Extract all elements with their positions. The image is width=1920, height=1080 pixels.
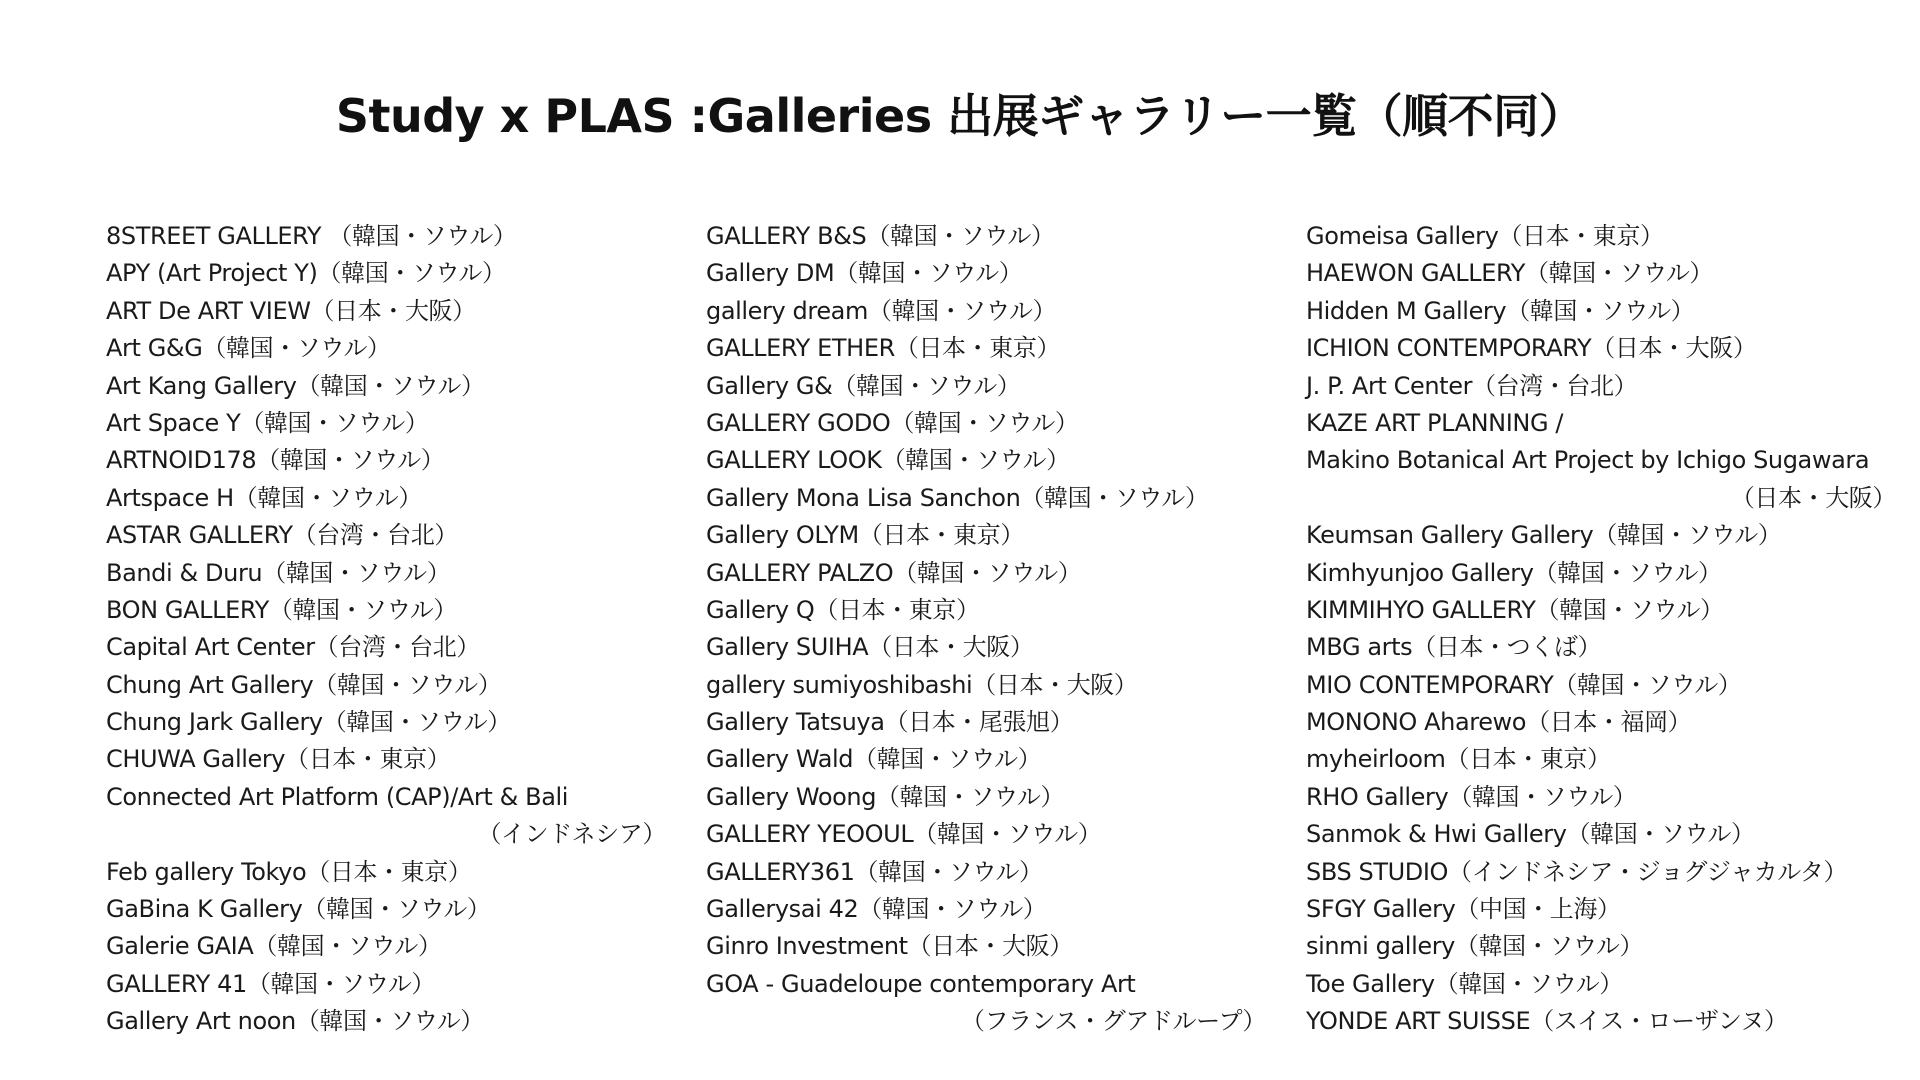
gallery-entry: Sanmok & Hwi Gallery（韓国・ソウル）: [1306, 820, 1755, 849]
gallery-entry: GALLERY 41（韓国・ソウル）: [106, 969, 435, 998]
gallery-entry: Art Space Y（韓国・ソウル）: [106, 408, 429, 437]
gallery-entry: Gallery Art noon（韓国・ソウル）: [106, 1007, 484, 1036]
gallery-column-1: [106, 218, 666, 1041]
gallery-entry: Art Kang Gallery（韓国・ソウル）: [106, 371, 485, 400]
gallery-entry: Gallery SUIHA（日本・大阪）: [706, 633, 1034, 662]
gallery-entry: GALLERY LOOK（韓国・ソウル）: [706, 446, 1070, 475]
gallery-entry: gallery sumiyoshibashi（日本・大阪）: [706, 670, 1138, 699]
gallery-entry: Kimhyunjoo Gallery（韓国・ソウル）: [1306, 558, 1722, 587]
gallery-entry-location: （インドネシア）: [477, 820, 666, 849]
gallery-entry: Gallery DM（韓国・ソウル）: [706, 259, 1023, 288]
gallery-column-3: [1306, 218, 1896, 1041]
gallery-entry: Feb gallery Tokyo（日本・東京）: [106, 857, 472, 886]
gallery-entry: GALLERY ETHER（日本・東京）: [706, 334, 1061, 363]
gallery-entry: Artspace H（韓国・ソウル）: [106, 483, 422, 512]
gallery-entry: MIO CONTEMPORARY（韓国・ソウル）: [1306, 670, 1742, 699]
gallery-entry-location: （日本・大阪）: [1730, 483, 1896, 512]
gallery-entry: Makino Botanical Art Project by Ichigo Sugawara: [1306, 446, 1870, 475]
gallery-entry: Galerie GAIA（韓国・ソウル）: [106, 932, 442, 961]
gallery-entry: Art G&G（韓国・ソウル）: [106, 334, 391, 363]
gallery-entry: Gallery Q（日本・東京）: [706, 595, 980, 624]
gallery-entry: GALLERY361（韓国・ソウル）: [706, 857, 1043, 886]
gallery-entry: GaBina K Gallery（韓国・ソウル）: [106, 895, 491, 924]
gallery-entry: Toe Gallery（韓国・ソウル）: [1306, 969, 1623, 998]
gallery-entry: MONONO Aharewo（日本・福岡）: [1306, 708, 1692, 737]
gallery-entry: GOA - Guadeloupe contemporary Art: [706, 969, 1136, 998]
gallery-entry: Gallery Wald（韓国・ソウル）: [706, 745, 1042, 774]
gallery-entry: Gallery OLYM（日本・東京）: [706, 521, 1024, 550]
gallery-entry: GALLERY GODO（韓国・ソウル）: [706, 408, 1079, 437]
gallery-entry: HAEWON GALLERY（韓国・ソウル）: [1306, 259, 1714, 288]
gallery-entry: ARTNOID178（韓国・ソウル）: [106, 446, 445, 475]
gallery-entry: Bandi & Duru（韓国・ソウル）: [106, 558, 451, 587]
gallery-entry: Gallery Mona Lisa Sanchon（韓国・ソウル）: [706, 483, 1209, 512]
gallery-entry: GALLERY YEOOUL（韓国・ソウル）: [706, 820, 1102, 849]
gallery-entry: RHO Gallery（韓国・ソウル）: [1306, 782, 1637, 811]
gallery-entry: Keumsan Gallery Gallery（韓国・ソウル）: [1306, 521, 1782, 550]
gallery-entry: SBS STUDIO（インドネシア・ジョグジャカルタ）: [1306, 857, 1848, 886]
gallery-entry: KIMMIHYO GALLERY（韓国・ソウル）: [1306, 595, 1724, 624]
gallery-column-2: [706, 218, 1266, 1041]
gallery-entry: Gallery G&（韓国・ソウル）: [706, 371, 1021, 400]
gallery-entry: SFGY Gallery（中国・上海）: [1306, 895, 1621, 924]
gallery-entry: 8STREET GALLERY （韓国・ソウル）: [106, 222, 517, 250]
gallery-entry: Ginro Investment（日本・大阪）: [706, 932, 1073, 961]
gallery-entry: Gallery Woong（韓国・ソウル）: [706, 782, 1065, 811]
page-title: Study x PLAS :Galleries 出展ギャラリー一覧（順不同）: [335, 89, 1585, 143]
gallery-entry: Capital Art Center（台湾・台北）: [106, 633, 480, 662]
gallery-entry: ICHION CONTEMPORARY（日本・大阪）: [1306, 334, 1757, 363]
gallery-entry: YONDE ART SUISSE（スイス・ローザンヌ）: [1306, 1007, 1788, 1036]
gallery-entry: Chung Art Gallery（韓国・ソウル）: [106, 670, 502, 699]
gallery-entry: ART De ART VIEW（日本・大阪）: [106, 296, 476, 325]
gallery-entry: BON GALLERY（韓国・ソウル）: [106, 595, 457, 624]
gallery-entry: KAZE ART PLANNING /: [1306, 408, 1564, 437]
gallery-entry: gallery dream（韓国・ソウル）: [706, 296, 1057, 325]
gallery-entry: J. P. Art Center（台湾・台北）: [1306, 371, 1638, 400]
gallery-entry: Gallerysai 42（韓国・ソウル）: [706, 895, 1047, 924]
gallery-entry: sinmi gallery（韓国・ソウル）: [1306, 932, 1644, 961]
gallery-entry: Chung Jark Gallery（韓国・ソウル）: [106, 708, 511, 737]
gallery-entry: APY (Art Project Y)（韓国・ソウル）: [106, 259, 506, 288]
gallery-entry: GALLERY B&S（韓国・ソウル）: [706, 222, 1055, 250]
gallery-entry: Hidden M Gallery（韓国・ソウル）: [1306, 296, 1695, 325]
gallery-entry-location: （フランス・グアドループ）: [960, 1007, 1266, 1036]
gallery-entry: MBG arts（日本・つくば）: [1306, 633, 1602, 662]
gallery-entry: Connected Art Platform (CAP)/Art & Bali: [106, 782, 569, 811]
gallery-entry: Gomeisa Gallery（日本・東京）: [1306, 222, 1664, 250]
gallery-entry: Gallery Tatsuya（日本・尾張旭）: [706, 708, 1074, 737]
gallery-entry: GALLERY PALZO（韓国・ソウル）: [706, 558, 1082, 587]
gallery-entry: myheirloom（日本・東京）: [1306, 745, 1611, 774]
gallery-entry: ASTAR GALLERY（台湾・台北）: [106, 521, 458, 550]
gallery-entry: CHUWA Gallery（日本・東京）: [106, 745, 451, 774]
